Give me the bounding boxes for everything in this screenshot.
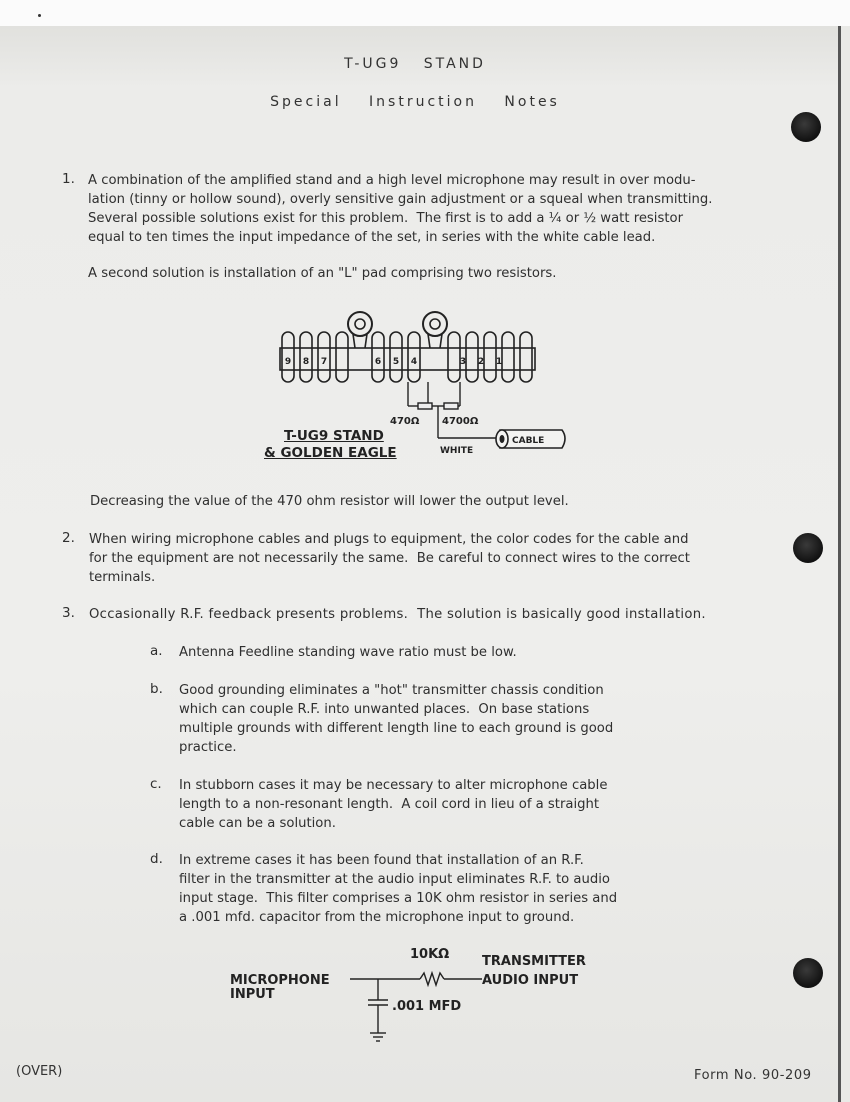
- item-1-second-solution: A second solution is installation of an "L" pad comprising two resistors.: [88, 266, 557, 281]
- terminal-label-3: 3: [459, 357, 467, 367]
- item-1-line-3: Several possible solutions exist for this problem. The first is to add a ¼ or ½ watt resistor: [88, 211, 684, 226]
- subitem-d-line-4: a .001 mfd. capacitor from the microphone input to ground.: [179, 910, 575, 925]
- item-2-line-3: terminals.: [89, 570, 156, 585]
- mounting-eyelet-right: [423, 312, 447, 348]
- item-1-number: 1.: [62, 171, 75, 187]
- resistor-4700-value: 4700Ω: [442, 416, 479, 427]
- cable-label: CABLE: [512, 436, 545, 446]
- subitem-c-line-2: length to a non-resonant length. A coil cord in lieu of a straight: [179, 797, 600, 812]
- terminal-label-4: 4: [410, 357, 418, 367]
- subitem-b-line-3: multiple grounds with different length line to each ground is good: [179, 721, 614, 736]
- subitem-a-text: Antenna Feedline standing wave ratio must be low.: [179, 645, 517, 660]
- subitem-d-line-1: In extreme cases it has been found that installation of an R.F.: [179, 853, 584, 868]
- diagram-label-line-1: T-UG9 STAND: [284, 428, 384, 444]
- terminal-label-1: 1: [495, 357, 503, 367]
- item-2-number: 2.: [62, 530, 75, 546]
- form-number: Form No. 90-209: [694, 1068, 812, 1083]
- subitem-b-line-1: Good grounding eliminates a "hot" transmitter chassis condition: [179, 683, 604, 698]
- terminal-label-8: 8: [302, 357, 310, 367]
- diagram-label-stand: [264, 428, 397, 462]
- lpad-wires: [408, 382, 498, 438]
- transmitter-label: TRANSMITTER: [482, 954, 586, 969]
- terminal-lugs: [282, 332, 532, 382]
- subitem-d-letter: d.: [150, 851, 163, 867]
- subitem-d-line-3: input stage. This filter comprises a 10K ohm resistor in series and: [179, 891, 618, 906]
- document-subtitle: Special Instruction Notes: [270, 94, 560, 110]
- punch-hole-top: [791, 112, 821, 142]
- terminal-label-7: 7: [320, 357, 328, 367]
- capacitor-value: .001 MFD: [392, 999, 462, 1014]
- page-top-edge: [0, 0, 850, 26]
- item-1-line-4: equal to ten times the input impedance of the set, in series with the white cable lead.: [88, 230, 656, 245]
- item-1-after-diagram: Decreasing the value of the 470 ohm resistor will lower the output level.: [90, 494, 569, 509]
- punch-hole-bottom: [793, 958, 823, 988]
- item-1-line-2: lation (tinny or hollow sound), overly sensitive gain adjustment or a squeal when transmitting.: [88, 192, 713, 207]
- rf-filter-diagram: [228, 938, 628, 1048]
- punch-hole-middle: [793, 533, 823, 563]
- subitem-c-line-3: cable can be a solution.: [179, 816, 336, 831]
- terminal-label-5: 5: [392, 357, 400, 367]
- microphone-label: MICROPHONE: [230, 973, 330, 988]
- speck-mark: [38, 14, 41, 17]
- resistor-470-value: 470Ω: [390, 416, 420, 427]
- mounting-eyelet-left: [348, 312, 372, 348]
- subitem-b-line-2: which can couple R.F. into unwanted places. On base stations: [179, 702, 590, 717]
- subitem-c-line-1: In stubborn cases it may be necessary to alter microphone cable: [179, 778, 608, 793]
- subitem-d-text: [179, 851, 669, 927]
- subitem-c-text: [179, 776, 669, 833]
- diagram-label-line-2: & GOLDEN EAGLE: [264, 445, 397, 461]
- terminal-label-6: 6: [374, 357, 382, 367]
- subitem-d-line-2: filter in the transmitter at the audio input eliminates R.F. to audio: [179, 872, 610, 887]
- item-3-number: 3.: [62, 605, 75, 621]
- resistor-4700: [444, 403, 458, 409]
- item-3-intro: Occasionally R.F. feedback presents problems. The solution is basically good installation.: [89, 607, 706, 622]
- terminal-label-9: 9: [284, 357, 292, 367]
- subitem-b-line-4: practice.: [179, 740, 237, 755]
- resistor-470: [418, 403, 432, 409]
- over-indicator: (OVER): [16, 1064, 63, 1079]
- subitem-b-text: [179, 681, 669, 757]
- item-1-paragraph: [88, 171, 768, 247]
- white-wire-label: WHITE: [440, 446, 474, 456]
- item-1-line-1: A combination of the amplified stand and a high level microphone may result in over modu-: [88, 173, 696, 188]
- microphone-input-label: INPUT: [230, 987, 275, 1002]
- document-title: T-UG9 STAND: [344, 56, 486, 72]
- item-2-line-2: for the equipment are not necessarily the same. Be careful to connect wires to the correct: [89, 551, 690, 566]
- subitem-a-letter: a.: [150, 643, 163, 659]
- item-2-paragraph: [89, 530, 765, 587]
- terminal-label-2: 2: [477, 357, 485, 367]
- subitem-b-letter: b.: [150, 681, 163, 697]
- audio-input-label: AUDIO INPUT: [482, 973, 579, 988]
- filter-resistor-value: 10KΩ: [410, 947, 450, 962]
- item-2-line-1: When wiring microphone cables and plugs to equipment, the color codes for the cable and: [89, 532, 689, 547]
- subitem-c-letter: c.: [150, 776, 162, 792]
